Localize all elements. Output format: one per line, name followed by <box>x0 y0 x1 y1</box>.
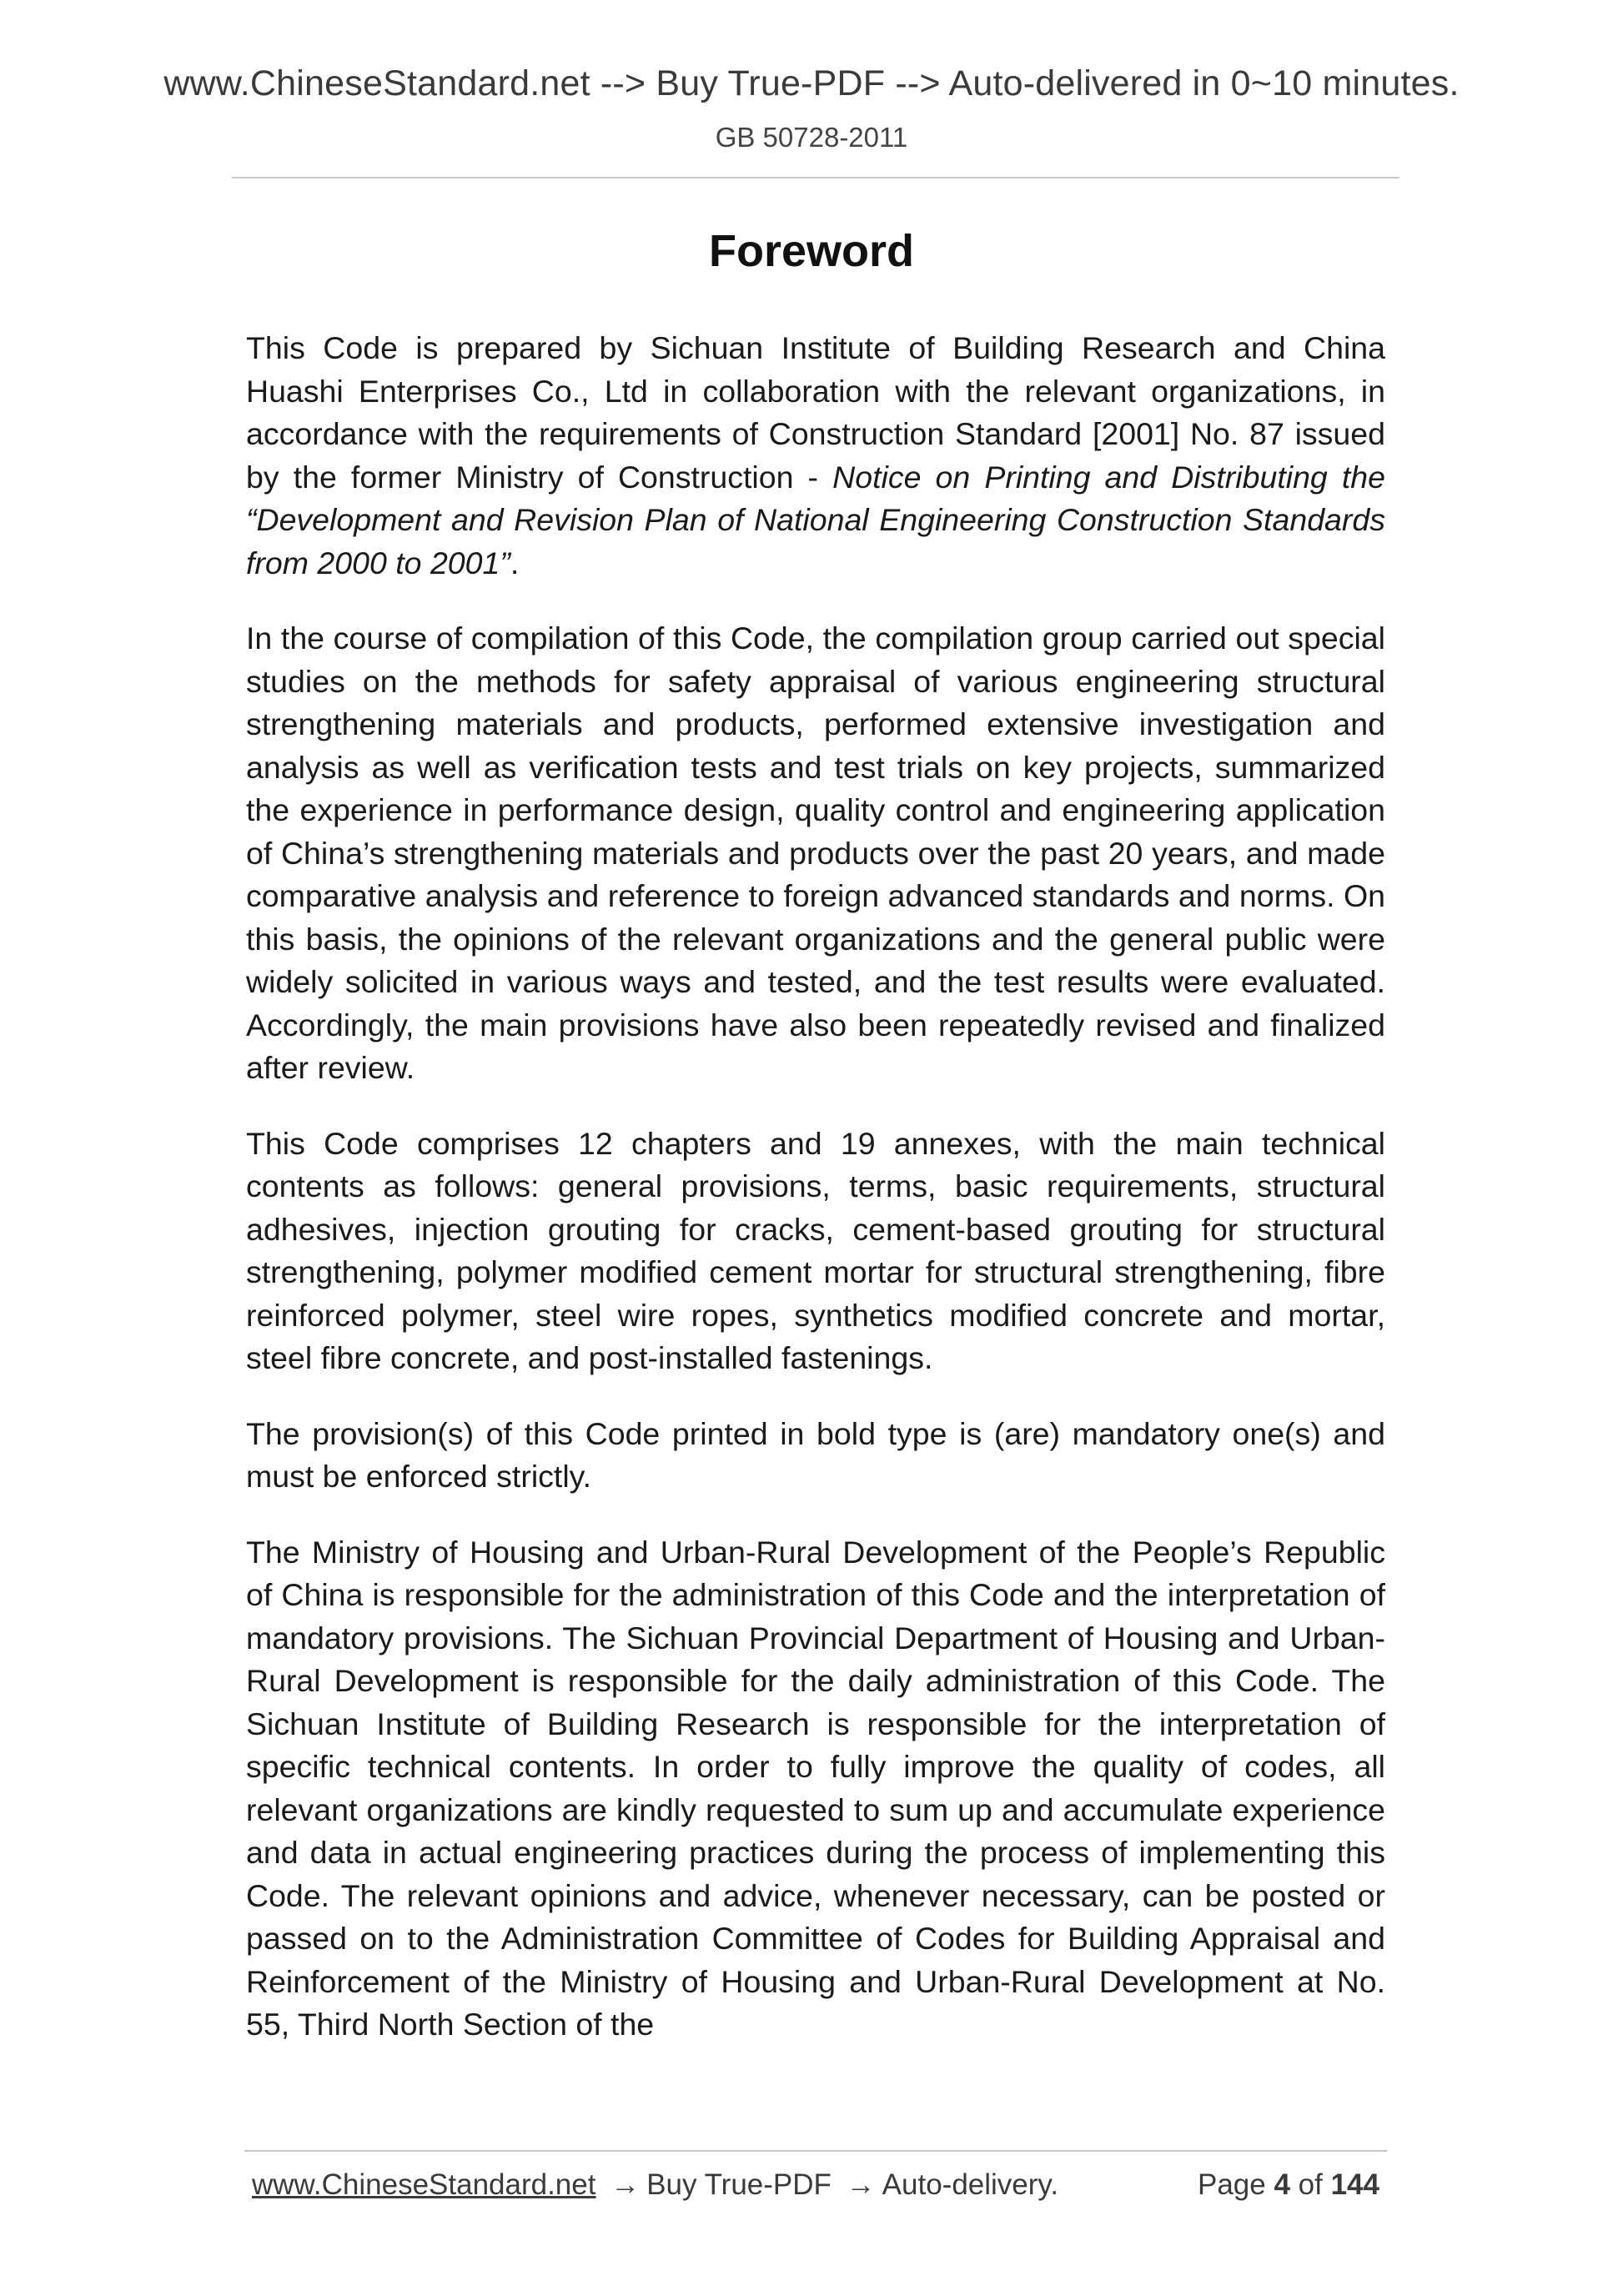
page-current: 4 <box>1274 2168 1290 2201</box>
footer-divider <box>244 2150 1387 2152</box>
paragraph-1-tail: . <box>510 545 520 580</box>
arrow-right-icon: → <box>611 2168 641 2201</box>
page-of: of <box>1298 2168 1323 2201</box>
document-code: GB 50728-2011 <box>715 122 908 153</box>
footer-buy-text: Buy True-PDF <box>646 2168 832 2201</box>
footer-delivery-text: Auto-delivery. <box>882 2168 1059 2201</box>
footer-site-link[interactable]: www.ChineseStandard.net <box>252 2168 596 2201</box>
header-divider <box>232 177 1399 178</box>
paragraph-4: The provision(s) of this Code printed in bold type is (are) mandatory one(s) and must be enforced strictly. <box>246 1415 1385 1494</box>
paragraph-1-notice-title: Notice on Printing and Distributing the “Development and Revision Plan of National Engineering Construction Standards from 2000 to 2001” <box>246 459 1385 580</box>
footer-links <box>252 2168 1058 2202</box>
paragraph-5: The Ministry of Housing and Urban-Rural Development of the People’s Republic of China is responsible for the administration of this Code and the interpretation of mandatory provisions. The Sichuan Provincial Department of Housing and Urban-Rural Development is responsible for the daily administration of this Code. The Sichuan Institute of Building Research is responsible for the interpretation of specific technical contents. In order to fully improve the quality of codes, all relevant organizations are kindly requested to sum up and accumulate experience and data in actual engineering practices during the process of implementing this Code. The relevant opinions and advice, whenever necessary, can be posted or passed on to the Administration Committee of Codes for Building Appraisal and Reinforcement of the Ministry of Housing and Urban-Rural Development at No. 55, Third North Section of the <box>246 1534 1385 2042</box>
paragraph-3: This Code comprises 12 chapters and 19 annexes, with the main technical contents as follows: general provisions, terms, basic requirements, structural adhesives, injection grouting for cracks, cement-based grouting for structural strengthening, polymer modified cement mortar for structural strengthening, fibre reinforced polymer, steel wire ropes, synthetics modified concrete and mortar, steel fibre concrete, and post-installed fastenings. <box>246 1125 1385 1375</box>
page-word: Page <box>1197 2168 1266 2201</box>
paragraph-1 <box>246 327 1385 585</box>
page-title: Foreword <box>708 226 914 276</box>
page-total: 144 <box>1330 2168 1379 2201</box>
document-body <box>246 327 1385 2079</box>
page-footer <box>252 2168 1379 2210</box>
header-banner[interactable]: www.ChineseStandard.net --> Buy True-PDF --> Auto-delivered in 0~10 minutes. <box>163 63 1460 103</box>
page-number <box>1198 2168 1379 2202</box>
paragraph-1-lead: This Code is prepared by Sichuan Institute of Building Research and China Huashi Enterprises Co., Ltd in collaboration with the relevant organizations, in accordance with the requirements of Construction Standard [2001] No. 87 issued by the former Ministry of Construction - <box>246 330 1385 495</box>
paragraph-2: In the course of compilation of this Code, the compilation group carried out special studies on the methods for safety appraisal of various engineering structural strengthening materials and products, performed extensive investigation and analysis as well as verification tests and test trials on key projects, summarized the experience in performance design, quality control and engineering application of China’s strengthening materials and products over the past 20 years, and made comparative analysis and reference to foreign advanced standards and norms. On this basis, the opinions of the relevant organizations and the general public were widely solicited in various ways and tested, and the test results were evaluated. Accordingly, the main provisions have also been repeatedly revised and finalized after review. <box>246 620 1385 1085</box>
arrow-right-icon: → <box>846 2168 876 2201</box>
